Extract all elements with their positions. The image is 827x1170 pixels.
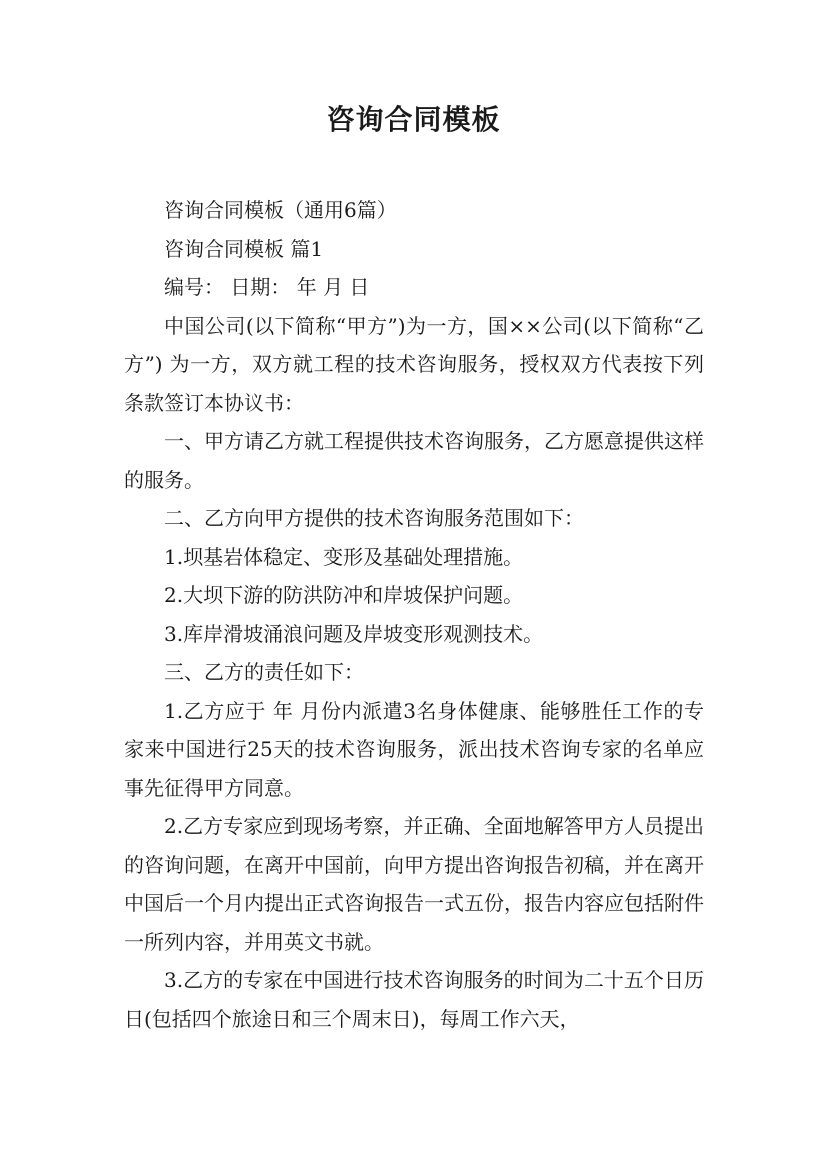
paragraph-clause-2: 二、乙方向甲方提供的技术咨询服务范围如下： — [164, 506, 584, 530]
paragraph-section-heading: 咨询合同模板 篇1 — [164, 236, 324, 261]
paragraph-subtitle: 咨询合同模板（通用6篇） — [164, 198, 397, 222]
paragraph-parties: 中国公司(以下简称“甲方”)为一方，国××公司(以下简称“乙方”) 为一方，双方就工程的技术咨询服务，授权双方代表按下列条款签订本协议书： — [124, 313, 704, 415]
paragraph-clause-3: 三、乙方的责任如下： — [164, 660, 364, 684]
document-body — [124, 191, 704, 1038]
document-title: 咨询合同模板 — [326, 103, 501, 136]
paragraph-clause-2-item-2: 2.大坝下游的防洪防冲和岸坡保护问题。 — [164, 583, 524, 607]
paragraph-clause-3-item-1: 1.乙方应于 年 月份内派遣3名身体健康、能够胜任工作的专家来中国进行25天的技术咨询服务，派出技术咨询专家的名单应事先征得甲方同意。 — [124, 698, 704, 800]
paragraph-clause-3-item-3: 3.乙方的专家在中国进行技术咨询服务的时间为二十五个日历日(包括四个旅途日和三个周末日)，每周工作六天， — [124, 968, 704, 1031]
paragraph-number-date: 编号： 日期： 年 月 日 — [164, 275, 370, 299]
paragraph-clause-2-item-1: 1.坝基岩体稳定、变形及基础处理措施。 — [164, 544, 524, 569]
paragraph-clause-3-item-2: 2.乙方专家应到现场考察，并正确、全面地解答甲方人员提出的咨询问题，在离开中国前，向甲方提出咨询报告初稿，并在离开中国后一个月内提出正式咨询报告一式五份，报告内容应包括附件一所列内容，并用英文书就。 — [124, 814, 704, 954]
paragraph-clause-1: 一、甲方请乙方就工程提供技术咨询服务，乙方愿意提供这样的服务。 — [124, 429, 704, 492]
paragraph-clause-2-item-3: 3.库岸滑坡涌浪问题及岸坡变形观测技术。 — [164, 621, 544, 646]
